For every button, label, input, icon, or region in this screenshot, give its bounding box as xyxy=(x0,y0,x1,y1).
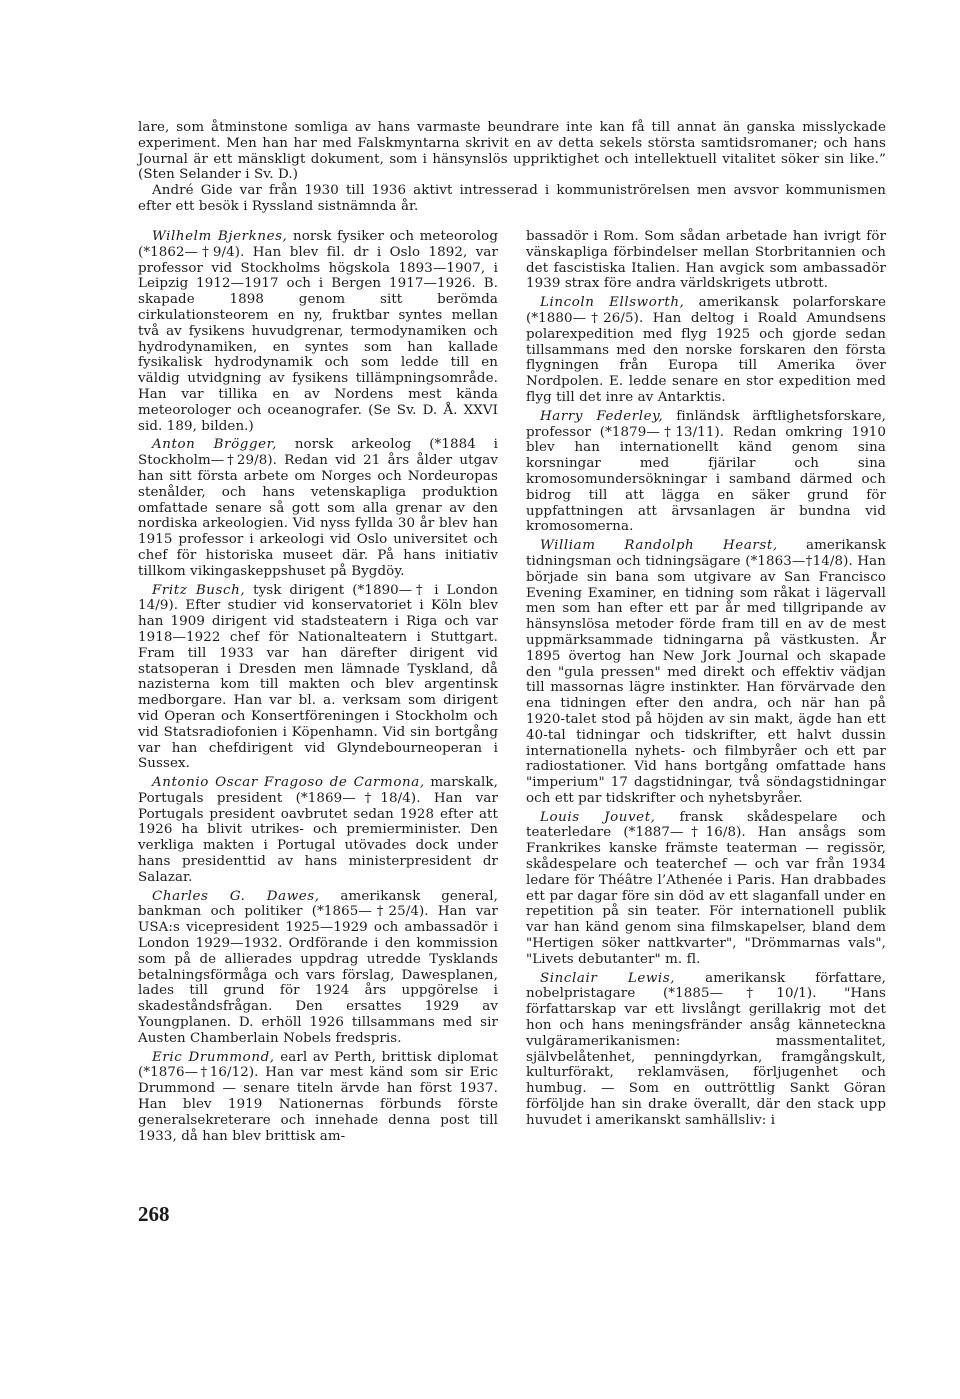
biography-entry xyxy=(138,229,498,434)
entry-name: Antonio Oscar Fragoso de Carmona, xyxy=(152,775,425,791)
entry-name: Charles G. Dawes, xyxy=(152,888,320,904)
biography-entry xyxy=(526,538,886,807)
entry-text: finländsk ärftlighetsforskare, professor (*1879—†13/11). Redan omkring 1910 blev han internationellt känd genom sina korsningar med fjärilar och sina kromosomundersökningar i samband därmed och bidrog till att lägga en säker grund för uppfattningen att ärvsanlagen är bundna vid kromosomerna. xyxy=(526,408,886,535)
entry-name: Louis Jouvet, xyxy=(540,809,656,825)
page-number: 268 xyxy=(138,1202,170,1226)
entry-name: Wilhelm Bjerknes, xyxy=(152,229,288,244)
biography-entry xyxy=(526,409,886,535)
entry-name: Harry Federley, xyxy=(540,408,664,424)
entry-text: tysk dirigent (*1890—† i London 14/9). Efter studier vid konservatoriet i Köln blev han 1909 dirigent vid stadsteatern i Riga och var 1918—1922 chef för Nationalteatern i Stuttgart. Fram till 1933 var han därefter dirigent vid statsoperan i Dresden men lämnade Tyskland, då nazisterna kom till makten och blev argentinsk medborgare. Han var bl. a. verksam som dirigent vid Operan och Konsertföreningen i Stockholm och vid Statsradiofonien i Köpenhamn. Vid sin bortgång var han chefdirigent vid Glyndebourneoperan i Sussex. xyxy=(138,582,498,772)
entry-text: amerikansk tidningsman och tidningsägare (*1863—†14/8). Han började sin bana som utgivare av San Francisco Evening Examiner, en tidning som råkat i lägervall men som han efter ett par år med tillgripande av hänsynslösa metoder förde fram till en av de mest uppmärksammade tidningarna på västkusten. År 1895 övertog han New Jork Journal och skapade den "gula pressen" med direkt och effektiv vädjan till massornas lägre instinkter. Han förvärvade den ena tidningen efter den andra, och när han på 1920-talet stod på höjden av sin makt, ägde han ett 40-tal tidningar och tidskrifter, ett halvt dussin internationella nyhets- och filmbyråer och ett par radiostationer. Vid hans bortgång omfattade hans "imperium" 17 dagstidningar, två söndagstidningar och ett par tidskrifter och nyhetsbyråer. xyxy=(526,538,886,806)
entry-text: amerikansk polarforskare (*1880—†26/5). Han deltog i Roald Amundsens polarexpedition med flyg 1925 och gjorde sedan tillsammans med den norske forskaren den första flygningen från Europa till Amerika över Nordpolen. E. ledde senare en stor expedition med flyg till det inre av Antarktis. xyxy=(526,295,886,405)
entry-name: Fritz Busch, xyxy=(152,582,246,598)
entry-text: amerikansk general, bankman och politiker (*1865—†25/4). Han var USA:s vicepresident 1925—1929 och ambassadör i London 1929—1932. Ordförande i den kommission som på de allierades uppdrag utredde Tysklands betalningsförmåga och vars förslag, Dawesplanen, lades till grund för 1924 års uppgörelse i skadeståndsfrågan. Den ersattes 1929 av Youngplanen. D. erhöll 1926 tillsammans med sir Austen Chamberlain Nobels fredspris. xyxy=(138,888,498,1046)
entry-text: bassadör i Rom. Som sådan arbetade han ivrigt för vänskapliga förbindelser mellan Storbritannien och det fascistiska Italien. Han avgick som ambassadör 1939 strax före andra världskrigets utbrott. xyxy=(526,229,886,292)
entry-name: Anton Brögger, xyxy=(152,437,278,453)
entry-name: William Randolph Hearst, xyxy=(540,538,778,554)
entry-name: Lincoln Ellsworth, xyxy=(540,295,685,311)
biography-entry xyxy=(138,1050,498,1145)
entry-name: Sinclair Lewis, xyxy=(540,970,676,986)
right-column xyxy=(526,229,886,1132)
biography-entry xyxy=(526,810,886,968)
entry-name: Eric Drummond, xyxy=(152,1049,275,1065)
biography-entry xyxy=(138,889,498,1047)
biography-entry xyxy=(138,775,498,886)
biography-entry xyxy=(138,437,498,579)
entry-text: amerikansk författare, nobelpristagare (*1885—†10/1). "Hans författarskap var ett livslångt gerillakrig mot det hon och hans meningsfränder ansåg känneteckna vulgäramerikanismen: massmentalitet, självbelåtenhet, penningdyrkan, framgångskult, kulturförakt, reklamväsen, förljugenhet och humbug. — Som en outtröttlig Sankt Göran förföljde han sin drake överallt, där den stack upp huvudet i amerikanskt samhällsliv: i xyxy=(526,970,886,1128)
entry-text: norsk fysiker och meteorolog (*1862—†9/4). Han blev fil. dr i Oslo 1892, var professor vid Stockholms högskola 1893—1907, i Leipzig 1912—1917 och i Bergen 1917—1926. B. skapade 1898 genom sitt berömda cirkulationsteorem en ny, fruktbar syntes mellan två av fysikens huvudgrenar, termodynamiken och hydrodynamiken, en syntes som han kallade fysikalisk hydrodynamik och som ledde till en väldig utvidgning av fysikens tillämpningsområde. Han var tillika en av Nordens mest kända meteorologer och oceanografer. (Se Sv. D. Å. XXVI sid. 189, bilden.) xyxy=(138,229,499,434)
entry-text: norsk arkeolog (*1884 i Stockholm—†29/8). Redan vid 21 års ålder utgav han sitt första arbete om Norges och Nordeuropas stenålder, och hans vetenskapliga produktion omfattade senare så gott som alla grenar av den nordiska arkeologien. Vid nyss fyllda 30 år blev han 1915 professor i arkeologi vid Oslo universitet och chef för historiska museet där. På hans initiativ tillkom vikingaskeppshuset på Bygdöy. xyxy=(138,437,498,579)
entry-text: earl av Perth, brittisk diplomat (*1876—†16/12). Han var mest känd som sir Eric Drummond — senare titeln ärvde han först 1937. Han blev 1919 Nationernas förbunds förste generalsekreterare och innehade denna post till 1933, då han blev brittisk am- xyxy=(138,1049,498,1144)
intro-text xyxy=(138,120,886,215)
biography-entry xyxy=(526,971,886,1129)
biography-entry-continued xyxy=(526,229,886,292)
left-column xyxy=(138,229,498,1147)
intro-paragraph: lare, som åtminstone somliga av hans varmaste beundrare inte kan få till annat än ganska misslyckade experiment. Men han har med Falskmyntarna skrivit en av detta sekels största samtidsromaner; och hans Journal är ett mänskligt dokument, som i hänsynslös uppriktighet och intellektuell vitalitet söker sin like.” (Sten Selander i Sv. D.) xyxy=(138,120,886,183)
entry-text: fransk skådespelare och teaterledare (*1887—†16/8). Han ansågs som Frankrikes kanske främste teaterman — regissör, skådespelare och teaterchef — och var från 1934 ledare för Théâtre l’Athenée i Paris. Han drabbades ett par dagar före sin död av ett slaganfall under en repetition på sin teater. För internationell publik var han känd genom sina filmskapelser, bland dem "Hertigen söker nattkvarter", "Drömmarnas vals", "Livets debutanter" m. fl. xyxy=(526,809,886,967)
biography-entry xyxy=(138,583,498,773)
biography-entry xyxy=(526,295,886,406)
entry-text: marskalk, Portugals president (*1869—†18/4). Han var Portugals president oavbrutet sedan 1928 efter att 1926 ha blivit utrikes- och premierminister. Den verkliga makten i Portugal utövades dock under hans presidenttid av hans ministerpresident dr Salazar. xyxy=(138,775,498,885)
intro-paragraph: André Gide var från 1930 till 1936 aktivt intresserad i kommuniströrelsen men avsvor kommunismen efter ett besök i Ryssland sistnämnda år. xyxy=(138,183,886,214)
